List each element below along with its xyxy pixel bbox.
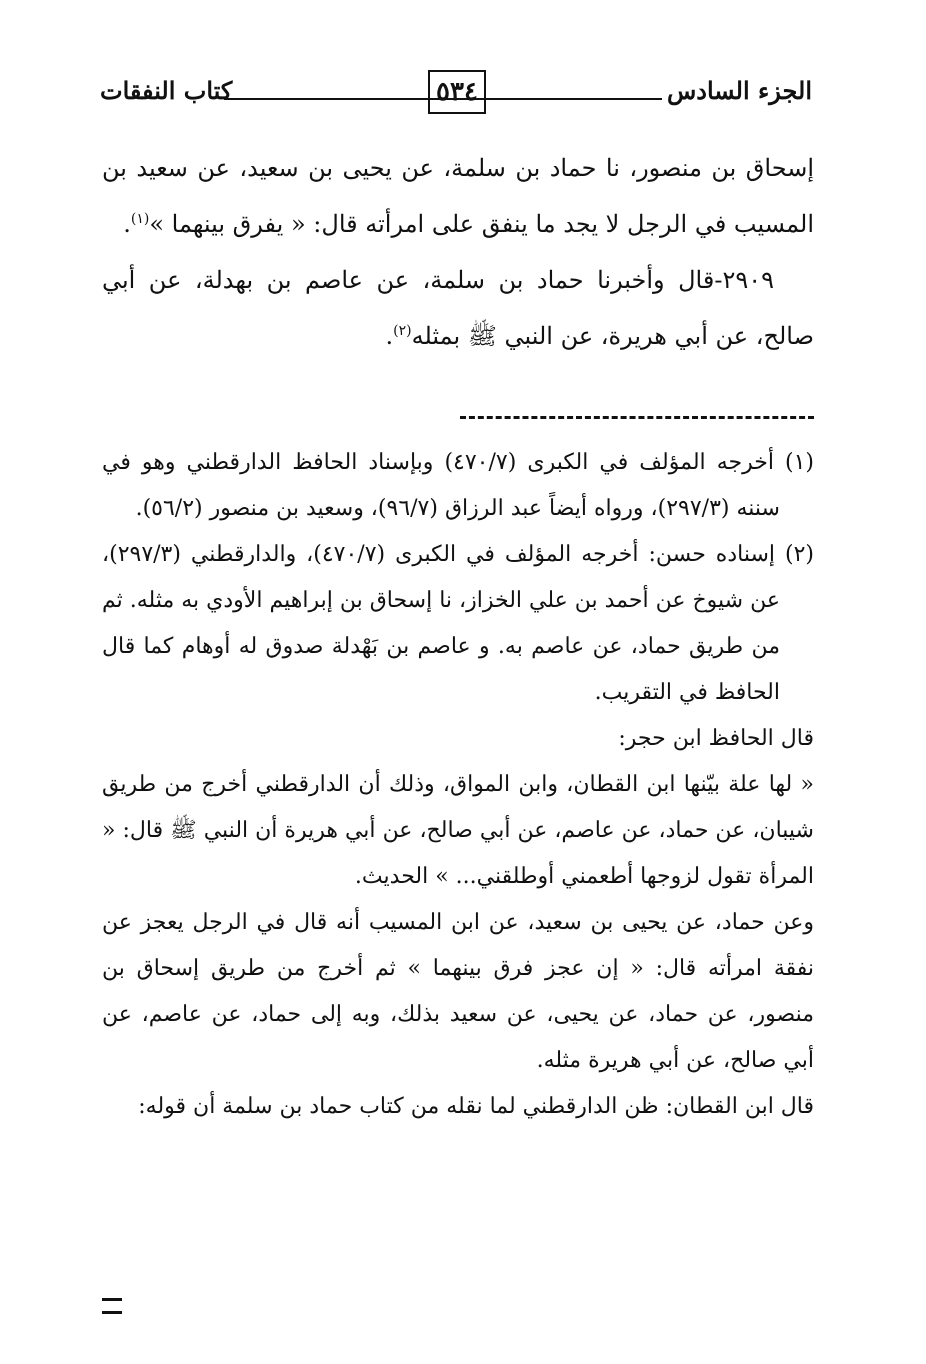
page-number: ٥٣٤ [428, 70, 486, 114]
volume-title: الجزء السادس [666, 76, 812, 105]
paragraph-2-end: . [385, 322, 394, 350]
main-text [102, 140, 814, 364]
paragraph-1 [102, 140, 814, 252]
paragraph-2-text: ٢٩٠٩-قال وأخبرنا حماد بن سلمة، عن عاصم بن بهدلة، عن أبي صالح، عن أبي هريرة، عن النبي ﷺ بمثله [102, 266, 814, 350]
footnote-2-quote-1: « لها علة بيّنها ابن القطان، وابن المواق، وذلك أن الدارقطني أخرج من طريق شيبان، عن حماد، عن عاصم، عن أبي صالح، عن أبي هريرة أن النبي ﷺ قال: « المرأة تقول لزوجها أطعمني أوطلقني... » الحديث. [102, 772, 814, 889]
header-rule-left [224, 98, 528, 100]
footnote-ref-1: (١) [130, 211, 150, 227]
footnote-2-intro: قال الحافظ ابن حجر: [618, 726, 814, 751]
footnote-1: (١) أخرجه المؤلف في الكبرى (٤٧٠/٧) وبإسناد الحافظ الدارقطني وهو في سننه (٢٩٧/٣)، ورواه أيضاً عبد الرزاق (٩٦/٧)، وسعيد بن منصور (٥٦/٢). [102, 450, 814, 521]
paragraph-1-text: إسحاق بن منصور، نا حماد بن سلمة، عن يحيى بن سعيد، عن سعيد بن المسيب في الرجل لا يجد ما ينفق على امرأته قال: « يفرق بينهما » [102, 154, 814, 238]
footnote-2-quote-3: قال ابن القطان: ظن الدارقطني لما نقله من كتاب حماد بن سلمة أن قوله: [138, 1094, 814, 1119]
continuation-mark [102, 1298, 122, 1314]
footnote-ref-2: (٢) [393, 323, 412, 339]
footnotes [102, 440, 814, 1130]
footnote-separator [460, 416, 814, 419]
paragraph-2 [102, 252, 814, 364]
page-header [100, 70, 812, 116]
chapter-title: كتاب النفقات [100, 76, 233, 105]
paragraph-1-end: . [123, 210, 131, 238]
footnote-2: (٢) إسناده حسن: أخرجه المؤلف في الكبرى (٤٧٠/٧)، والدارقطني (٢٩٧/٣)، عن شيوخ عن أحمد بن علي الخزاز، نا إسحاق بن إبراهيم الأودي به مثله. ثم من طريق حماد، عن عاصم به. و عاصم بن بَهْدلة صدوق له أوهام كما قال الحافظ في التقريب. [102, 542, 814, 705]
footnote-2-quote-2: وعن حماد، عن يحيى بن سعيد، عن ابن المسيب أنه قال في الرجل يعجز عن نفقة امرأته قال: « إن عجز فرق بينهما » ثم أخرج من طريق إسحاق بن منصور، عن حماد، عن يحيى، عن سعيد بذلك، وبه إلى حماد، عن عاصم، عن أبي صالح، عن أبي هريرة مثله. [102, 910, 814, 1073]
